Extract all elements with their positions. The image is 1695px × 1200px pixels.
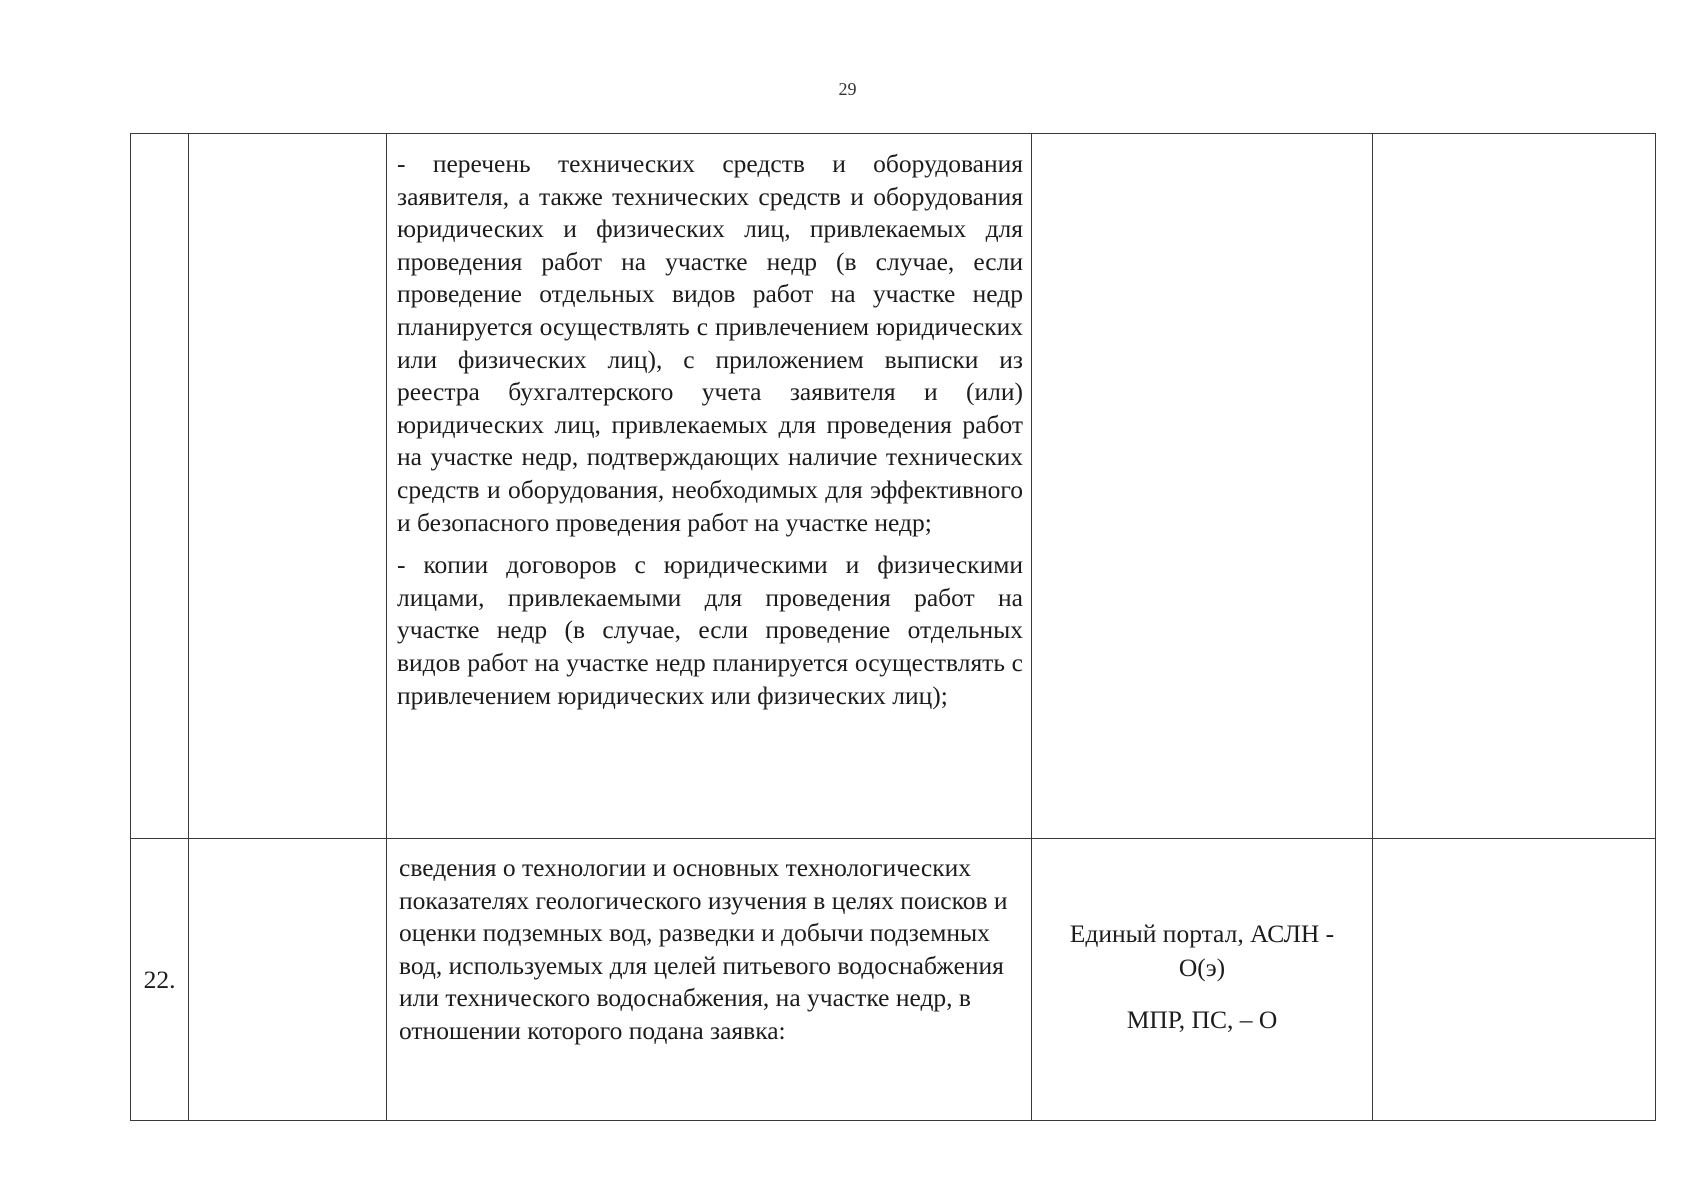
source-cell xyxy=(1032,839,1373,1121)
page-number: 29 xyxy=(838,79,857,99)
row-number-cell: 22. xyxy=(131,839,189,1121)
document-paragraph: сведения о технологии и основных технологических показателях геологического изучения в целях поисков и оценки подземных вод, разведки и добычи подземных вод, используемых для целей питьевого водоснабжения или технического водоснабжения, на участке недр, в отношении которого подана заявка: xyxy=(399,853,1008,1045)
document-table xyxy=(130,133,1656,1121)
table-row xyxy=(131,134,1656,839)
source-line: Единый портал, АСЛН - xyxy=(1069,919,1335,948)
source-cell xyxy=(1032,134,1373,839)
note-cell xyxy=(1373,839,1656,1121)
note-cell xyxy=(1373,134,1656,839)
source-line: МПР, ПС, – О xyxy=(1126,1005,1278,1034)
documents-cell xyxy=(387,839,1032,1121)
table-row xyxy=(131,839,1656,1121)
documents-cell xyxy=(387,134,1032,839)
source-line: О(э) xyxy=(1178,953,1226,982)
row-name-cell xyxy=(189,839,387,1121)
row-name-cell xyxy=(189,134,387,839)
document-paragraph: - копии договоров с юридическими и физическими лицами, привлекаемыми для проведения работ на участке недр (в случае, если проведение отдельных видов работ на участке недр планируется осуществлять с привлечением юридических или физических лиц); xyxy=(397,550,1023,710)
row-number-cell xyxy=(131,134,189,839)
document-paragraph: - перечень технических средств и оборудования заявителя, а также технических средств и оборудования юридических и физических лиц, привлекаемых для проведения работ на участке недр (в случае, если проведение отдельных видов работ на участке недр планируется осуществлять с привлечением юридических или физических лиц), с приложением выписки из реестра бухгалтерского учета заявителя и (или) юридических лиц, привлекаемых для проведения работ на участке недр, подтверждающих наличие технических средств и оборудования, необходимых для эффективного и безопасного проведения работ на участке недр; xyxy=(397,149,1023,537)
